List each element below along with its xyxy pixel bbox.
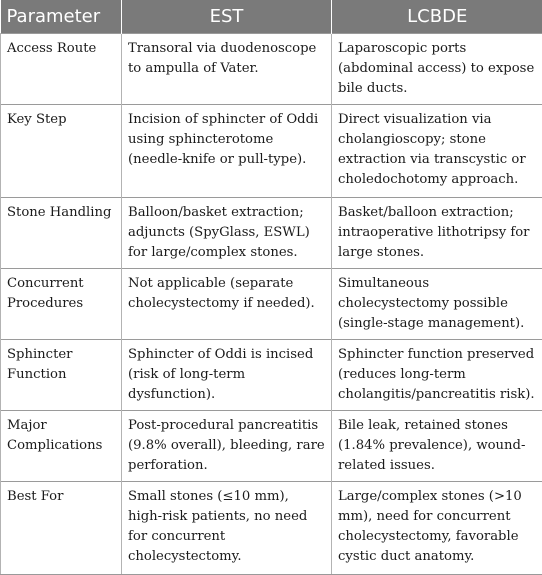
cell-lcbde: Basket/balloon extraction; intraoperative lithotripsy for large stones. — [332, 198, 542, 269]
table-row-concurrent-procedures — [1, 269, 542, 340]
table-row-sphincter-function — [1, 340, 542, 411]
table-row-stone-handling — [1, 198, 542, 269]
header-lcbde: LCBDE — [332, 0, 542, 34]
cell-parameter: Stone Handling — [1, 198, 122, 269]
cell-parameter: Sphincter Function — [1, 340, 122, 411]
header-row — [1, 0, 542, 34]
cell-parameter: Best For — [1, 482, 122, 575]
cell-est: Incision of sphincter of Oddi using sphincterotome (needle-knife or pull-type). — [122, 105, 332, 198]
cell-lcbde: Sphincter function preserved (reduces long-term cholangitis/pancreatitis risk). — [332, 340, 542, 411]
cell-lcbde: Bile leak, retained stones (1.84% prevalence), wound-related issues. — [332, 411, 542, 482]
table-header — [1, 0, 542, 34]
cell-lcbde: Laparoscopic ports (abdominal access) to expose bile ducts. — [332, 34, 542, 105]
table-row-access-route — [1, 34, 542, 105]
table-body — [1, 34, 542, 575]
header-parameter: Parameter — [1, 0, 122, 34]
cell-parameter: Access Route — [1, 34, 122, 105]
cell-parameter: Concurrent Procedures — [1, 269, 122, 340]
cell-est: Not applicable (separate cholecystectomy if needed). — [122, 269, 332, 340]
cell-est: Balloon/basket extraction; adjuncts (SpyGlass, ESWL) for large/complex stones. — [122, 198, 332, 269]
cell-lcbde: Simultaneous cholecystectomy possible (single-stage management). — [332, 269, 542, 340]
cell-est: Transoral via duodenoscope to ampulla of Vater. — [122, 34, 332, 105]
cell-lcbde: Large/complex stones (>10 mm), need for concurrent cholecystectomy, favorable cystic duct anatomy. — [332, 482, 542, 575]
header-est: EST — [122, 0, 332, 34]
cell-est: Small stones (≤10 mm), high-risk patients, no need for concurrent cholecystectomy. — [122, 482, 332, 575]
table-row-best-for — [1, 482, 542, 575]
cell-lcbde: Direct visualization via cholangioscopy; stone extraction via transcystic or choledochotomy approach. — [332, 105, 542, 198]
cell-est: Sphincter of Oddi is incised (risk of long-term dysfunction). — [122, 340, 332, 411]
cell-parameter: Major Complications — [1, 411, 122, 482]
cell-est: Post-procedural pancreatitis (9.8% overall), bleeding, rare perforation. — [122, 411, 332, 482]
cell-parameter: Key Step — [1, 105, 122, 198]
table-row-key-step — [1, 105, 542, 198]
table-row-major-complications — [1, 411, 542, 482]
